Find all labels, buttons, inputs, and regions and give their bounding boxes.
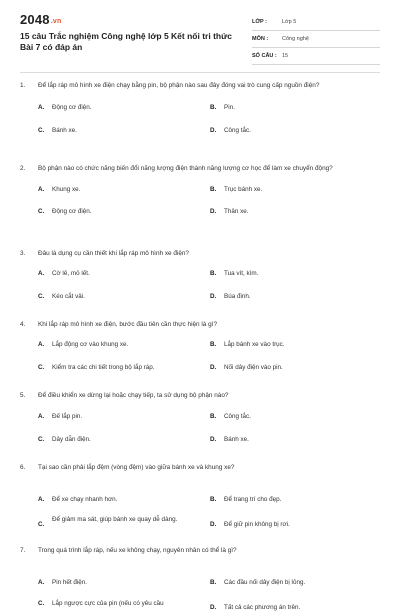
option-c[interactable] xyxy=(38,292,202,302)
question-stem xyxy=(20,390,380,401)
option-d[interactable] xyxy=(210,363,374,373)
info-row-class xyxy=(252,14,380,31)
info-value: 15 xyxy=(282,53,289,59)
question-number: 4. xyxy=(20,321,26,328)
question-text: Để lắp ráp mô hình xe điện chạy bằng pin, bộ phận nào sau đây đóng vai trò cung cấp nguồn điện? xyxy=(38,82,320,89)
option-text: Công tắc. xyxy=(224,127,251,134)
option-letter: A. xyxy=(38,413,45,420)
option-b[interactable] xyxy=(210,578,374,588)
question-stem xyxy=(20,248,380,259)
question-number: 1. xyxy=(20,82,26,89)
option-letter: C. xyxy=(38,364,45,371)
option-letter: D. xyxy=(210,604,217,611)
option-text: Bánh xe. xyxy=(224,436,249,443)
option-letter: A. xyxy=(38,579,45,586)
info-label: MÔN : xyxy=(252,36,269,42)
logo-suffix: .vn xyxy=(50,18,62,25)
option-letter: B. xyxy=(210,496,217,503)
option-text: Tất cả các phương án trên. xyxy=(224,604,301,611)
question-6 xyxy=(20,462,380,528)
option-c[interactable] xyxy=(38,599,202,609)
question-number: 6. xyxy=(20,464,26,471)
option-letter: A. xyxy=(38,186,45,193)
option-text: Để xe chạy nhanh hơn. xyxy=(52,496,118,503)
question-5 xyxy=(20,390,380,443)
option-a[interactable] xyxy=(38,495,202,505)
site-logo[interactable] xyxy=(20,12,61,27)
question-stem xyxy=(20,319,380,330)
option-b[interactable] xyxy=(210,269,374,279)
option-a[interactable] xyxy=(38,340,202,350)
question-number: 5. xyxy=(20,392,26,399)
option-b[interactable] xyxy=(210,185,374,195)
option-text: Khung xe. xyxy=(52,186,81,193)
option-c[interactable] xyxy=(38,363,202,373)
option-letter: B. xyxy=(210,104,217,111)
option-letter: C. xyxy=(38,208,45,215)
option-letter: B. xyxy=(210,579,217,586)
option-text: Pin. xyxy=(224,104,235,111)
header-divider xyxy=(20,72,380,73)
question-number: 3. xyxy=(20,250,26,257)
option-b[interactable] xyxy=(210,412,374,422)
info-table xyxy=(252,14,380,65)
option-letter: B. xyxy=(210,413,217,420)
option-text: Động cơ điện. xyxy=(52,208,92,215)
option-letter: B. xyxy=(210,341,217,348)
option-letter: C. xyxy=(38,521,45,528)
question-stem xyxy=(20,462,380,473)
option-text: Dây dẫn điện. xyxy=(52,436,91,443)
option-text: Lắp động cơ vào khung xe. xyxy=(52,341,129,348)
option-text: Cờ lê, mỏ lết. xyxy=(52,270,90,277)
option-d[interactable] xyxy=(210,207,374,217)
question-2 xyxy=(20,163,380,215)
question-text: Đâu là dụng cụ cần thiết khi lắp ráp mô hình xe điện? xyxy=(38,250,189,257)
option-letter: D. xyxy=(210,127,217,134)
option-letter: D. xyxy=(210,208,217,215)
info-label: LỚP : xyxy=(252,19,267,25)
option-letter: C. xyxy=(38,600,45,607)
option-text: Búa đinh. xyxy=(224,293,251,300)
option-d[interactable] xyxy=(210,435,374,445)
option-d[interactable] xyxy=(210,603,374,613)
option-a[interactable] xyxy=(38,103,202,113)
option-text: Đế lắp pin. xyxy=(52,413,83,420)
option-letter: C. xyxy=(38,127,45,134)
option-text: Nối dây điện vào pin. xyxy=(224,364,283,371)
page-header xyxy=(0,0,400,68)
option-text: Bánh xe. xyxy=(52,127,77,134)
question-7 xyxy=(20,545,380,611)
option-b[interactable] xyxy=(210,103,374,113)
option-text: Các đầu nối dây điện bị lỏng. xyxy=(224,579,306,586)
option-letter: A. xyxy=(38,496,45,503)
page-title: 15 câu Trắc nghiệm Công nghệ lớp 5 Kết nối tri thức Bài 7 có đáp án xyxy=(20,31,232,52)
logo-text: 2048 xyxy=(20,12,50,27)
option-text: Để giảm ma sát, giúp bánh xe quay dễ dàng. xyxy=(52,516,178,523)
option-letter: A. xyxy=(38,341,45,348)
option-c[interactable] xyxy=(38,515,192,530)
option-text: Công tắc. xyxy=(224,413,251,420)
option-letter: C. xyxy=(38,436,45,443)
option-text: Tua vít, kìm. xyxy=(224,270,259,277)
info-label: SỐ CÂU : xyxy=(252,53,277,59)
option-c[interactable] xyxy=(38,126,202,136)
option-text: Lắp ngược cực của pin (nếu có yêu cầu xyxy=(52,600,164,607)
question-4 xyxy=(20,319,380,371)
option-letter: A. xyxy=(38,104,45,111)
question-1 xyxy=(20,80,380,134)
option-d[interactable] xyxy=(210,126,374,136)
question-text: Tại sao cần phải lắp đệm (vòng đệm) vào giữa bánh xe và khung xe? xyxy=(38,464,235,471)
question-3 xyxy=(20,248,380,300)
option-text: Thân xe. xyxy=(224,208,249,215)
question-number: 7. xyxy=(20,547,26,554)
option-c[interactable] xyxy=(38,435,202,445)
option-letter: D. xyxy=(210,436,217,443)
option-text: Để trang trí cho đẹp. xyxy=(224,496,282,503)
option-letter: B. xyxy=(210,186,217,193)
option-a[interactable] xyxy=(38,412,202,422)
option-text: Động cơ điện. xyxy=(52,104,92,111)
option-a[interactable] xyxy=(38,185,202,195)
info-value: Công nghệ xyxy=(282,36,309,42)
option-letter: B. xyxy=(210,270,217,277)
option-b[interactable] xyxy=(210,340,374,350)
option-text: Để giữ pin không bị rơi. xyxy=(224,521,290,528)
question-text: Khi lắp ráp mô hình xe điện, bước đầu tiên cần thực hiện là gì? xyxy=(38,321,218,328)
question-number: 2. xyxy=(20,165,26,172)
info-row-count xyxy=(252,48,380,65)
option-d[interactable] xyxy=(210,292,374,302)
question-text: Để điều khiển xe dừng lại hoặc chạy tiếp, ta sử dụng bộ phận nào? xyxy=(38,392,229,399)
option-letter: D. xyxy=(210,364,217,371)
option-text: Kéo cắt vải. xyxy=(52,293,85,300)
info-value: Lớp 5 xyxy=(282,19,297,25)
option-text: Lắp bánh xe vào trục. xyxy=(224,341,285,348)
option-a[interactable] xyxy=(38,269,202,279)
option-text: Kiểm tra các chi tiết trong bộ lắp ráp. xyxy=(52,364,155,371)
option-letter: D. xyxy=(210,521,217,528)
question-stem xyxy=(20,163,380,174)
option-text: Trục bánh xe. xyxy=(224,186,263,193)
option-d[interactable] xyxy=(210,520,374,530)
option-b[interactable] xyxy=(210,495,374,505)
option-letter: A. xyxy=(38,270,45,277)
option-letter: C. xyxy=(38,293,45,300)
question-text: Trong quá trình lắp ráp, nếu xe không chạy, nguyên nhân có thể là gì? xyxy=(38,547,237,554)
question-stem xyxy=(20,545,380,556)
info-row-subject xyxy=(252,31,380,48)
option-c[interactable] xyxy=(38,207,202,217)
option-letter: D. xyxy=(210,293,217,300)
option-a[interactable] xyxy=(38,578,202,588)
question-text: Bộ phận nào có chức năng biến đổi năng lượng điện thành năng lượng cơ học để làm xe chuyển động? xyxy=(38,165,333,172)
option-text: Pin hết điện. xyxy=(52,579,88,586)
question-stem xyxy=(20,80,380,91)
